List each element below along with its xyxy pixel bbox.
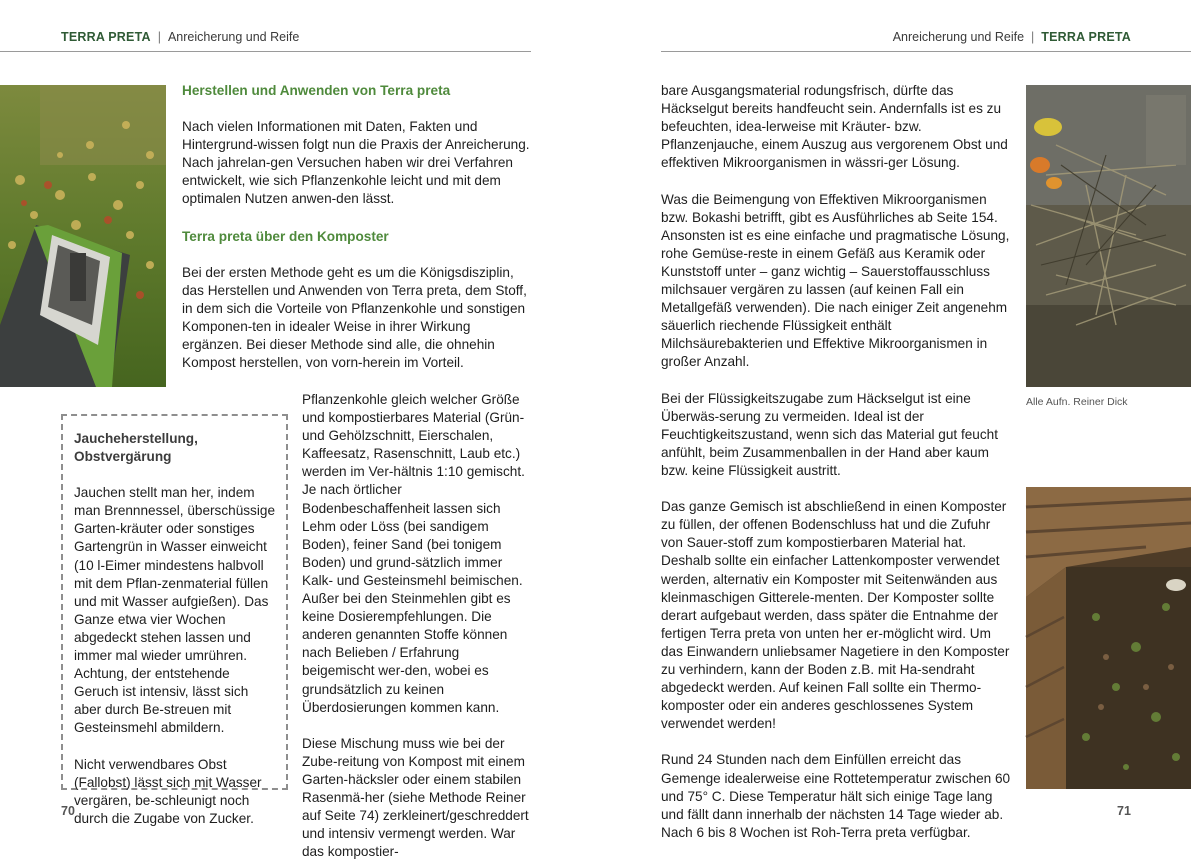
right-running-header bbox=[893, 30, 1131, 44]
heading-komposter: Terra preta über den Komposter bbox=[182, 229, 389, 244]
column-paragraph: Diese Mischung muss wie bei der Zube-reitung von Kompost mit einem Garten-häcksler oder einem stabilen Rasenmä-her (siehe Methode Reiner auf Seite 74) zerkleinert/geschreddert und intensiv vermengt werden. War das kompostier- bbox=[302, 735, 529, 860]
method-paragraph: Bei der ersten Methode geht es um die Königsdisziplin, das Herstellen und Anwenden von Terra preta, dem Stoff, in dem sich die Vorteile von Pflanzenkohle und sonstigen Komponen-ten in idealer Weise in ihrer Wirkung ergänzen. Bei dieser Methode sind alle, die ohnehin Kompost herstellen, von vorn-herein im Vorteil. bbox=[182, 265, 527, 371]
info-box-paragraph: Jauchen stellt man her, indem man Brennnessel, überschüssige Garten-kräuter oder sonstiges Gartengrün in Wasser einweicht (10 l-Eimer mindestens halbvoll mit dem Pflan-zenmaterial füllen und mit Wasser aufgießen). Das Ganze etwa vier Wochen abgedeckt stehen lassen und immer mal wieder umrühren. Achtung, der entstehende Geruch ist intensiv, lässt sich aber durch Be-streuen mit Gesteinsmehl abmildern. bbox=[74, 485, 275, 736]
left-column-text bbox=[302, 391, 532, 861]
right-paragraph: Das ganze Gemisch ist abschließend in einen Komposter zu füllen, der offenen Bodenschluss hat und die Zufuhr von Sauer-stoff zum kompostierbaren Material hat. Deshalb sollte ein einfacher Lattenkomposter verwendet werden, alternativ ein Komposter mit Seitenwänden aus kleinmaschigen Gitterele-menten. Der Komposter sollte derart aufgebaut werden, dass später die Entnahme der fertigen Terra preta von unten her er-möglicht wird. Um das Einwandern unliebsamer Nagetiere in den Komposter zu verhindern, kann der Boden z.B. mit Ha-sendraht abgedeckt werden. Auf keinen Fall sollte ein Thermo-komposter oder ein anderes geschlossenes System verwendet werden! bbox=[661, 499, 1010, 732]
left-header-brand: TERRA PRETA bbox=[61, 30, 151, 44]
right-header-brand: TERRA PRETA bbox=[1041, 30, 1131, 44]
right-paragraph: Was die Beimengung von Effektiven Mikroorganismen bzw. Bokashi betrifft, gibt es Ausführliches ab Seite 154. Ansonsten ist es eine einfache und pragmatische Lösung, rohe Gemüse-reste in einem Gefäß aus Keramik oder Kunststoff unter – ganz wichtig – Sauerstoffausschluss milchsauer vergären zu lassen (auf keinen Fall ein Metallgefäß verwenden). Die nach einiger Zeit angenehm säuerlich riechende Flüssigkeit enthält Milchsäurebakterien und Effektive Mikroorganismen in großer Anzahl. bbox=[661, 191, 1010, 370]
right-header-section: Anreicherung und Reife bbox=[892, 30, 1025, 44]
compost-heap-photo bbox=[1026, 85, 1191, 387]
right-paragraph: Rund 24 Stunden nach dem Einfüllen erreicht das Gemenge idealerweise eine Rottetemperatur zwischen 60 und 75° C. Diese Temperatur hält sich einige Tage lang und fällt dann innerhalb der nächsten 14 Tage wieder ab. Nach 6 bis 8 Wochen ist Roh-Terra preta verfügbar. bbox=[661, 752, 1011, 840]
info-box-title: Jaucheherstellung, Obstvergärung bbox=[74, 431, 198, 465]
lawnmower-photo-icon bbox=[0, 85, 166, 387]
compost-heap-photo-icon bbox=[1026, 85, 1191, 387]
right-header-rule bbox=[661, 51, 1191, 52]
compost-bin-photo bbox=[1026, 487, 1191, 789]
heading-herstellen: Herstellen und Anwenden von Terra preta bbox=[182, 83, 451, 98]
page-number-right: 71 bbox=[1117, 804, 1131, 818]
photo-caption: Alle Aufn. Reiner Dick bbox=[1026, 396, 1128, 408]
right-paragraph: bare Ausgangsmaterial rodungsfrisch, dürfte das Häckselgut bereits handfeucht sein. Andernfalls ist es zu befeuchten, idea-lerweise mit Kräuter- bzw. Pflanzenjauche, einem Auszug aus vergorenem Obst und effektiven Mikroorganismen in wässri-ger Lösung. bbox=[661, 83, 1008, 171]
lawnmower-photo bbox=[0, 85, 166, 387]
left-header-section: Anreicherung und Reife bbox=[167, 30, 300, 44]
intro-paragraph: Nach vielen Informationen mit Daten, Fakten und Hintergrund-wissen folgt nun die Praxis der Anreicherung. Nach jahrelan-gen Versuchen haben wir drei Verfahren entwickelt, wie sich Pflanzenkohle leicht und mit dem optimalen Nutzen anwen-den lässt. bbox=[182, 119, 530, 207]
right-paragraph: Bei der Flüssigkeitszugabe zum Häckselgut ist eine Überwäs-serung zu vermeiden. Ideal ist der Feuchtigkeitszustand, wenn sich das Material gut feucht anfühlt, beim Zusammenballen in der Hand aber kaum bzw. keine Flüssigkeit austritt. bbox=[661, 390, 999, 478]
left-header-separator: | bbox=[157, 30, 161, 44]
left-header-rule bbox=[0, 51, 531, 52]
compost-bin-photo-icon bbox=[1026, 487, 1191, 789]
column-paragraph: Pflanzenkohle gleich welcher Größe und kompostierbares Material (Grün- und Gehölzschnitt, Eierschalen, Kaffeesatz, Rasenschnitt, Laub etc.) werden im Ver-hältnis 1:10 gemischt. Je nach örtlicher Bodenbeschaffenheit lassen sich Lehm oder Löss (bei sandigem Boden), feiner Sand (bei tonigem Boden) und grund-sätzlich immer Kalk- und Gesteinsmehl beimischen. Außer bei den Steinmehlen gibt es keine Dosierempfehlungen. Die anderen genannten Stoffe können nach Belieben / Erfahrung beigemischt wer-den, wobei es grundsätzlich zu keinen Überdosierungen kommen kann. bbox=[302, 392, 525, 715]
info-box-paragraph: Nicht verwendbares Obst (Fallobst) lässt sich mit Wasser vergären, be-schleunigt noch durch die Zugabe von Zucker. bbox=[74, 756, 262, 826]
left-running-header bbox=[61, 30, 299, 44]
right-header-separator: | bbox=[1031, 30, 1035, 44]
right-main-text bbox=[661, 82, 1011, 842]
page-number-left: 70 bbox=[61, 804, 75, 818]
